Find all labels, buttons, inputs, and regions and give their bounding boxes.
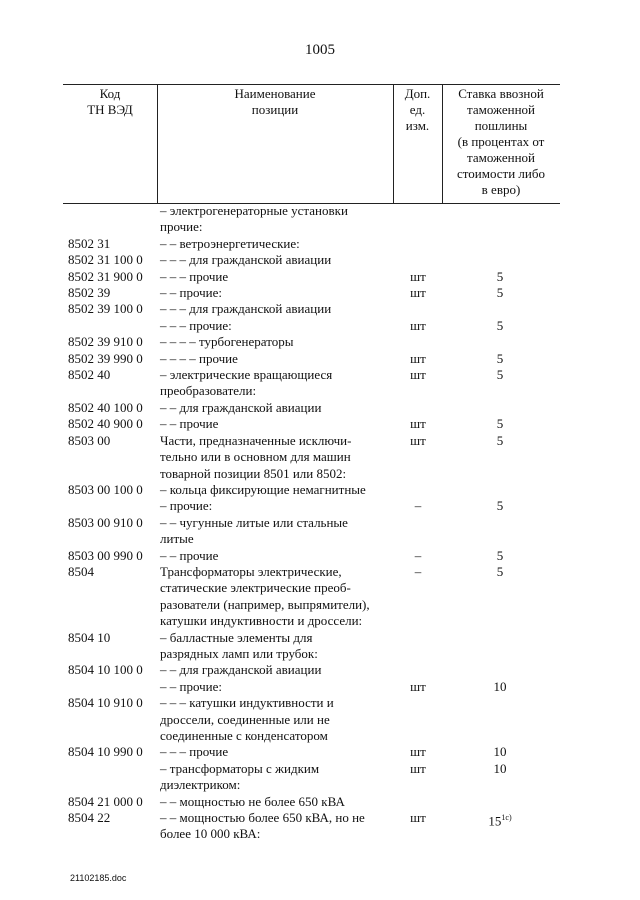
row-unit: шт: [410, 416, 426, 432]
row-name: Трансформаторы электрические, статические электрические преоб- разователи (например, выпрямители), катушки индуктивности и дроссели:: [160, 563, 370, 629]
row-name: – – мощностью не более 650 кВА: [160, 793, 345, 809]
row-name: – – ветроэнергетические:: [160, 235, 300, 251]
row-unit: шт: [410, 678, 426, 694]
row-unit: шт: [410, 350, 426, 366]
footer-filename: 21102185.doc: [70, 873, 127, 883]
row-name: – – для гражданской авиации: [160, 662, 322, 678]
row-rate-value: 5: [496, 432, 504, 448]
row-code: 8504: [68, 563, 94, 579]
page-number: 1005: [305, 42, 335, 58]
row-rate-value: 10: [493, 744, 507, 760]
table-top-rule: [63, 84, 560, 85]
table-row: [0, 433, 640, 482]
row-unit: –: [414, 498, 422, 514]
row-name: – – – для гражданской авиации: [160, 301, 332, 317]
row-unit: шт: [410, 744, 426, 760]
row-name: – – – для гражданской авиации: [160, 252, 332, 268]
row-rate-value: 10: [493, 678, 507, 694]
row-rate-value: 5: [496, 547, 504, 563]
row-unit: шт: [410, 317, 426, 333]
row-code: 8504 10 910 0: [68, 695, 143, 711]
row-name: – балластные элементы для разрядных ламп или трубок:: [160, 629, 318, 661]
header-unit: Доп. ед. изм.: [404, 86, 431, 133]
row-code: 8503 00 990 0: [68, 547, 143, 563]
row-code: 8504 10 100 0: [68, 662, 143, 678]
tariff-table-body: [0, 203, 640, 843]
row-name: – кольца фиксирующие немагнитные: [160, 481, 366, 497]
row-code: 8503 00 910 0: [68, 514, 143, 530]
row-unit: шт: [410, 810, 426, 826]
row-name: – – чугунные литые или стальные литые: [160, 514, 348, 547]
row-code: 8502 31 900 0: [68, 268, 143, 284]
row-name: – – – прочие: [160, 268, 229, 284]
row-name: – – – прочие: [160, 744, 229, 760]
row-code: 8502 39: [68, 285, 111, 301]
row-code: 8502 39 910 0: [68, 334, 143, 350]
row-code: 8504 10: [68, 629, 111, 645]
row-name: – – мощностью более 650 кВА, но не более 10 000 кВА:: [160, 810, 365, 842]
table-row: [0, 285, 640, 301]
row-rate-value: 10: [493, 760, 507, 776]
table-row: [0, 630, 640, 663]
table-row: [0, 810, 640, 843]
table-row: [0, 761, 640, 794]
row-code: 8504 22: [68, 810, 111, 826]
row-name: – трансформаторы с жидким диэлектриком:: [160, 760, 320, 793]
row-name: – прочие:: [160, 498, 213, 514]
row-unit: шт: [410, 432, 426, 448]
row-name: – – – катушки индуктивности и дроссели, соединенные или не соединенные с конденсатором: [160, 695, 334, 743]
row-name: Части, предназначенные исключи- тельно или в основном для машин товарной позиции 8501 или 8502:: [160, 432, 352, 481]
row-name: – – прочие: [160, 547, 219, 563]
table-row: [0, 679, 640, 695]
row-name: – – – прочие:: [160, 317, 232, 333]
row-rate-value: 5: [496, 563, 504, 579]
row-rate-value: 5: [496, 416, 504, 432]
row-code: 8502 40: [68, 367, 111, 383]
row-rate-footnote: 1с): [501, 813, 512, 823]
table-row: [0, 318, 640, 334]
row-name: – – – – турбогенераторы: [160, 334, 294, 350]
row-code: 8503 00: [68, 432, 111, 448]
table-row: [0, 367, 640, 400]
row-rate-value: 5: [496, 498, 504, 514]
row-name: – – – – прочие: [160, 350, 238, 366]
row-rate-value: 5: [496, 317, 504, 333]
row-rate-value: 15: [488, 813, 502, 829]
row-unit: шт: [410, 268, 426, 284]
row-rate-value: 5: [496, 268, 504, 284]
row-code: 8504 21 000 0: [68, 793, 143, 809]
row-unit: шт: [410, 760, 426, 776]
header-name: Наименование позиции: [234, 86, 316, 117]
row-code: 8503 00 100 0: [68, 481, 143, 497]
table-row: [0, 203, 640, 236]
table-row: [0, 564, 640, 630]
row-unit: –: [414, 563, 422, 579]
header-rate: Ставка ввозной таможенной пошлины (в процентах от таможенной стоимости либо в евро): [456, 86, 545, 197]
row-code: 8502 39 100 0: [68, 301, 143, 317]
header-code: Код ТН ВЭД: [87, 86, 133, 117]
row-rate-value: 5: [496, 350, 504, 366]
row-unit: шт: [410, 367, 426, 383]
row-code: 8502 40 100 0: [68, 399, 143, 415]
row-code: 8502 39 990 0: [68, 350, 143, 366]
row-rate-value: 5: [496, 285, 504, 301]
table-row: [0, 498, 640, 514]
row-code: 8502 40 900 0: [68, 416, 143, 432]
row-unit: шт: [410, 285, 426, 301]
row-name: – – прочие:: [160, 285, 222, 301]
row-name: – – для гражданской авиации: [160, 399, 322, 415]
table-row: [0, 744, 640, 776]
row-code: 8502 31: [68, 235, 111, 251]
row-name: – – прочие:: [160, 678, 222, 694]
row-code: 8502 31 100 0: [68, 252, 143, 268]
row-name: – электрические вращающиеся преобразователи:: [160, 367, 333, 399]
table-row: [0, 236, 640, 252]
row-unit: –: [414, 547, 422, 563]
row-name: – электрогенераторные установки прочие:: [160, 203, 348, 235]
row-code: 8504 10 990 0: [68, 744, 143, 760]
row-name: – – прочие: [160, 416, 219, 432]
row-rate-value: 5: [496, 367, 504, 383]
